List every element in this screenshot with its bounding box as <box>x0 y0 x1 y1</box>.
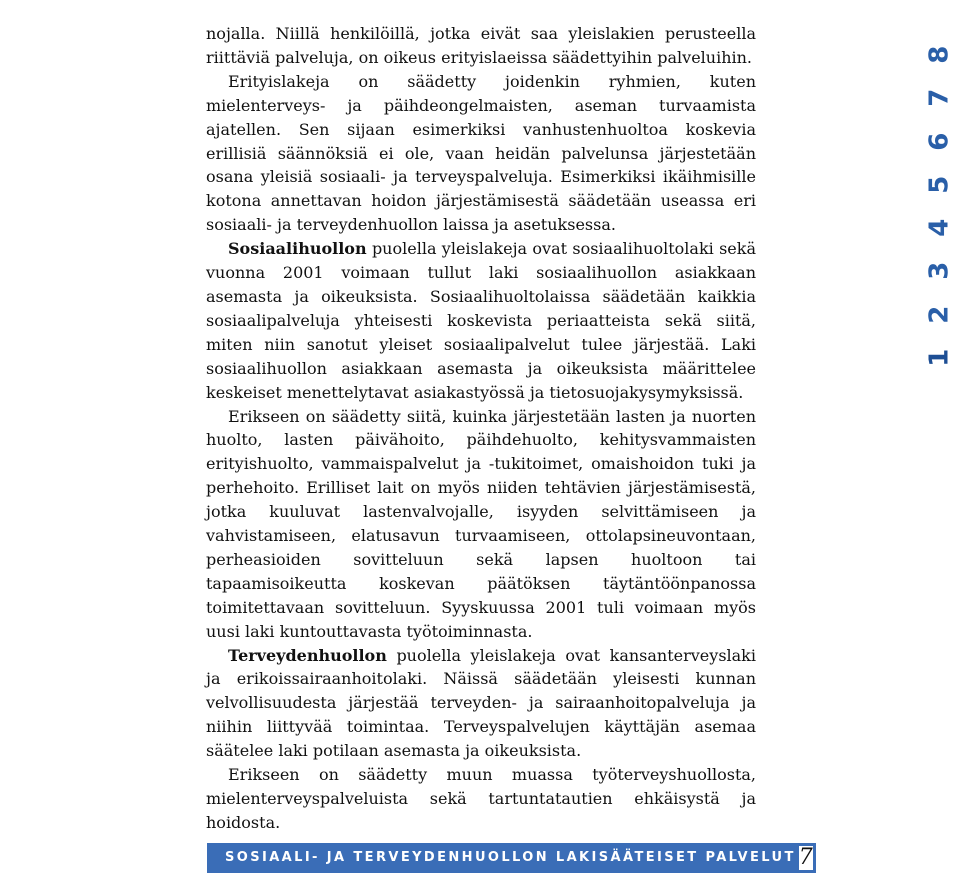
page-number: 7 <box>796 843 816 873</box>
paragraph-text: puolella yleislakeja ovat sosiaalihuoltolaki sekä vuonna 2001 voimaan tullut laki sosiaalihuollon asiakkaan asemasta ja oikeuksista. Sosiaalihuoltolaissa säädetään kaikkia sosiaalipalveluja yhteisesti koskevista periaatteista sekä siitä, miten niin sanotut yleiset sosiaalipalvelut tulee järjestää. Laki sosiaalihuollon asiakkaan asemasta ja oikeuksista määrittelee keskeiset menettelytavat asiakastyössä ja tietosuojakysymyksissä. <box>206 239 756 402</box>
paragraph-lead: Terveydenhuollon <box>228 645 387 665</box>
chapter-tab: 6 <box>924 132 955 151</box>
chapter-tab: 3 <box>924 262 955 281</box>
page-footer <box>207 843 813 873</box>
chapter-tab: 7 <box>924 88 955 107</box>
chapter-tab: 5 <box>924 175 955 194</box>
chapter-tab-current: 1 <box>924 348 955 367</box>
body-text <box>206 22 756 835</box>
paragraph-6 <box>206 763 756 835</box>
paragraph-text: Erityislakeja on säädetty joidenkin ryhmien, kuten mielenterveys- ja päihdeongelmaisten, aseman turvaamista ajatellen. Sen sijaan esimerkiksi vanhustenhuoltoa koskevia erillisiä säännöksiä ei ole, vaan heidän palvelunsa järjestetään osana yleisiä sosiaali- ja terveyspalveluja. Esimerkiksi ikäihmisille kotona annettavan hoidon järjestämisestä säädetään useassa eri sosiaali- ja terveydenhuollon laissa ja asetuksessa. <box>206 71 756 235</box>
paragraph-text: Erikseen on säädetty siitä, kuinka järjestetään lasten ja nuorten huolto, lasten päivähoito, päihdehuolto, kehitysvammaisten erityishuolto, vammaispalvelut ja -tukitoimet, omaishoidon tuki ja perhehoito. Erilliset lait on myös niiden tehtävien järjestämisestä, jotka kuuluvat lastenvalvojalle, isyyden selvittämiseen ja vahvistamiseen, elatusavun turvaamiseen, ottolapsineuvontaan, perheasioiden sovitteluun sekä lapsen huoltoon tai tapaamisoikeutta koskevan päätöksen täytäntöönpanossa toimitettavaan sovitteluun. Syyskuussa 2001 tuli voimaan myös uusi laki kuntouttavasta työtoiminnasta. <box>206 406 756 641</box>
chapter-tabs <box>926 33 954 379</box>
chapter-tab: 8 <box>924 45 955 64</box>
paragraph-4 <box>206 405 756 644</box>
paragraph-text: Erikseen on säädetty muun muassa työterveyshuollosta, mielenterveyspalveluista sekä tartuntatautien ehkäisystä ja hoidosta. <box>206 765 756 832</box>
paragraph-text: puolella yleislakeja ovat kansanterveyslaki ja erikoissairaanhoitolaki. Näissä säädetään yleisesti kunnan velvollisuudesta järjestää terveyden- ja sairaanhoitopalveluja ja niihin liittyvää toimintaa. Terveyspalvelujen käyttäjän asemaa säätelee laki potilaan asemasta ja oikeuksista. <box>206 645 756 761</box>
paragraph-1 <box>206 22 756 70</box>
paragraph-text: nojalla. Niillä henkilöillä, jotka eivät saa yleislakien perusteella riittäviä palveluja, on oikeus erityislaeissa säädettyihin palveluihin. <box>206 24 756 67</box>
paragraph-3 <box>206 237 756 404</box>
chapter-tab: 2 <box>924 305 955 324</box>
chapter-tab: 4 <box>924 218 955 237</box>
footer-title: SOSIAALI- JA TERVEYDENHUOLLON LAKISÄÄTEISET PALVELUT <box>207 843 796 873</box>
paragraph-2 <box>206 70 756 237</box>
paragraph-5 <box>206 644 756 764</box>
paragraph-lead: Sosiaalihuollon <box>228 239 367 259</box>
